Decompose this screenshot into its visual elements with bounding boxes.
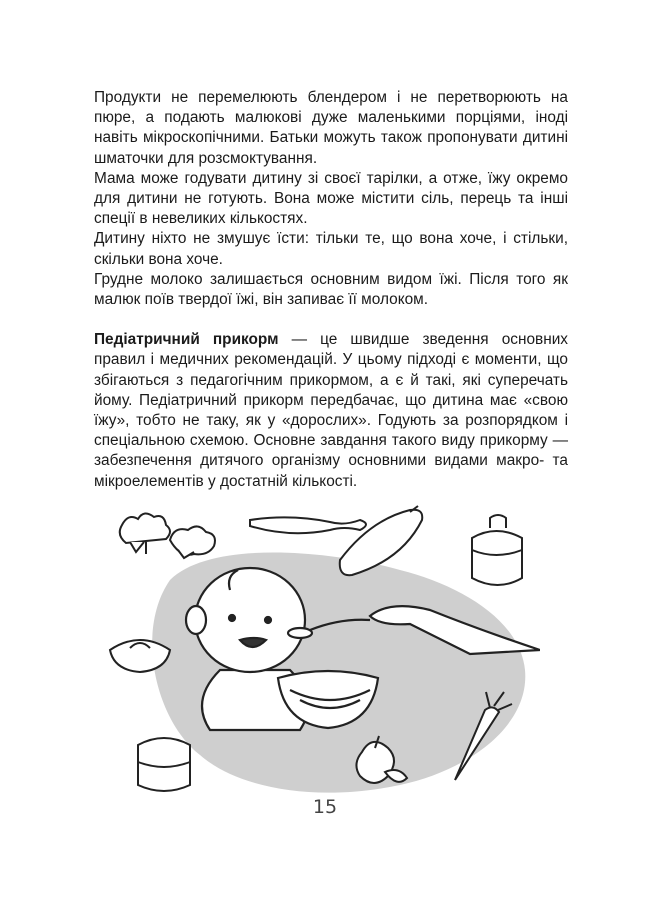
paragraph-3: Дитину ніхто не змушує їсти: тільки те, що вона хоче, і стільки, скільки вона хоче. bbox=[94, 230, 568, 268]
cauliflower-icon bbox=[170, 526, 215, 558]
paragraph-2: Мама може годувати дитину зі своєї тарілки, а отже, їжу окремо для дитини не готують. Вона може містити сіль, перець та інші спеції в невеликих кількостях. bbox=[94, 169, 568, 228]
page-number: 15 bbox=[312, 796, 338, 818]
spoon-icon bbox=[250, 517, 366, 533]
paragraph-1: Продукти не перемелюють блендером і не перетворюють на пюре, а подають малюкові дуже маленькими порціями, іноді навіть мікроскопічними. Батьки можуть також пропонувати дитині шматочки для розсмоктування. bbox=[94, 89, 568, 167]
paragraph-4: Грудне молоко залишається основним видом їжі. Після того як малюк поїв твердої їжі, він запиває її молоком. bbox=[94, 270, 568, 309]
paragraph-gap bbox=[94, 310, 568, 330]
baby-feeding-illustration bbox=[100, 500, 540, 800]
zucchini-icon bbox=[340, 506, 423, 575]
baby-food-jar-icon bbox=[138, 738, 190, 791]
broccoli-icon bbox=[120, 513, 170, 554]
pediatric-term: Педіатричний прикорм bbox=[94, 331, 279, 349]
pediatric-text: — це швидше зведення основних правил і медичних рекомендацій. У цьому підході є моменти, що збігаються з педагогічним прикормом, а є й такі, які суперечать йому. Педіатричний прикорм передбачає, що дитина має «свою їжу», тобто не таку, як у «дорослих». Годують за розпорядком і спеціальною схемою. Основне завдання такого виду прикорму — забезпечення дитячого організму основними видами макро- та мікроелементів у достатній кількості. bbox=[94, 331, 568, 490]
food-jar-icon bbox=[472, 515, 522, 585]
main-text bbox=[94, 88, 568, 492]
paragraph-pediatric bbox=[94, 330, 568, 492]
